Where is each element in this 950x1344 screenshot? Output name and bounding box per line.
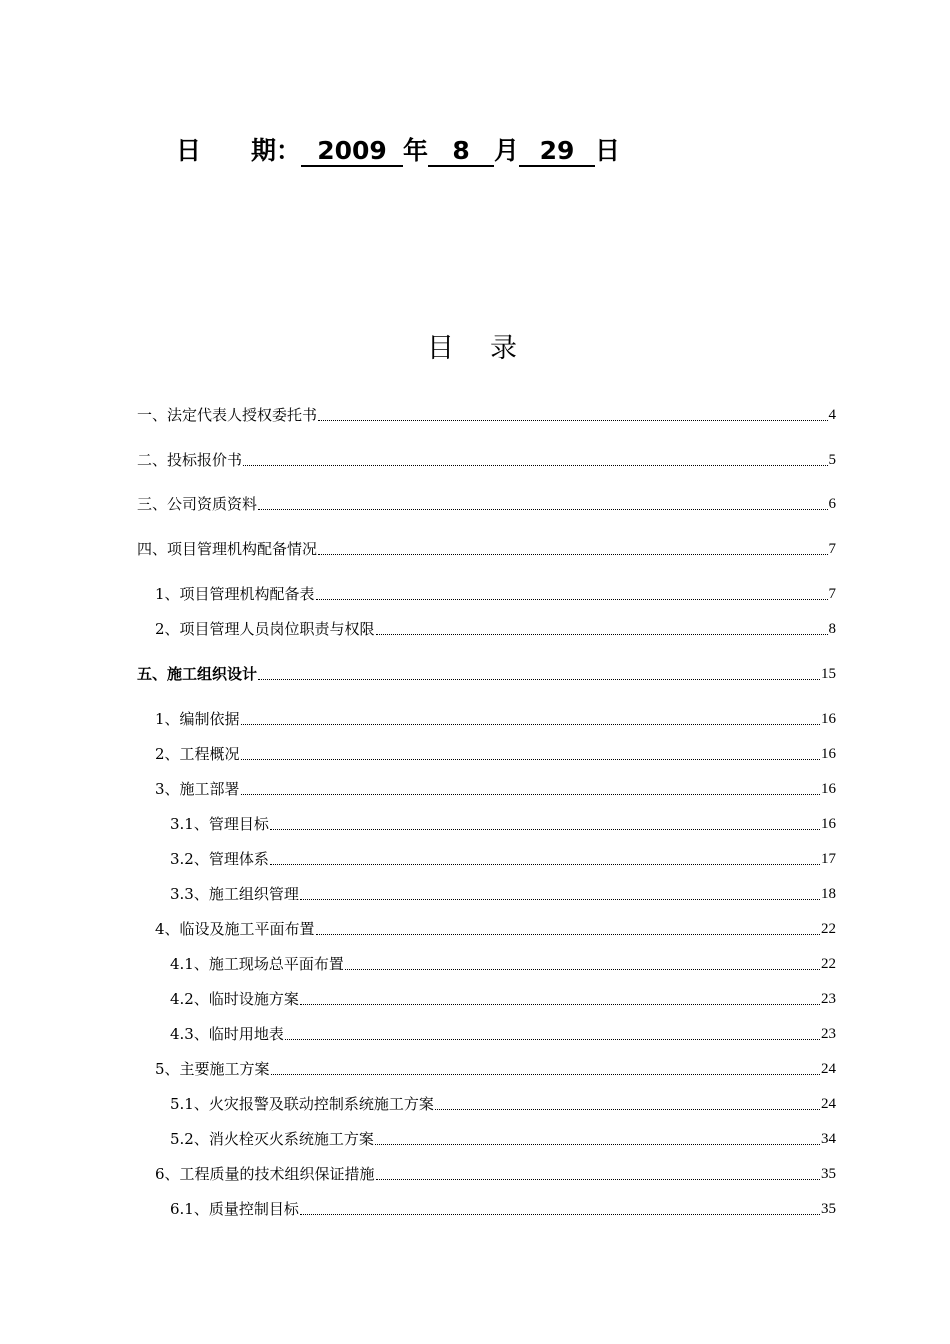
toc-entry-10[interactable] [155,777,836,799]
date-day: 29 [519,137,595,167]
leader-dots [270,828,820,830]
toc-entry-3[interactable] [137,492,836,514]
toc-entry-text: 2、项目管理人员岗位职责与权限 [155,620,375,638]
leader-dots [270,863,820,865]
toc-entry-2[interactable] [137,448,836,470]
toc-page-number: 22 [821,956,836,972]
leader-dots [316,933,820,935]
leader-dots [316,598,828,600]
leader-dots [258,508,827,510]
leader-dots [300,1003,820,1005]
toc-page-number: 16 [821,816,836,832]
toc-entry-text: 4.3、临时用地表 [170,1025,284,1043]
toc-entry-text: 四、项目管理机构配备情况 [137,540,318,558]
toc-entry-15[interactable] [170,952,836,974]
toc-entry-21[interactable] [155,1162,836,1184]
leader-dots [345,968,820,970]
toc-page-number: 4 [828,407,836,423]
leader-dots [285,1038,820,1040]
toc-entry-text: 3.3、施工组织管理 [170,885,299,903]
toc-entry-text: 五、施工组织设计 [137,665,258,683]
toc-page-number: 8 [828,621,836,637]
toc-entry-13[interactable] [170,882,836,904]
toc-entry-5[interactable] [155,582,836,604]
toc-entry-18[interactable] [155,1057,836,1079]
toc-entry-text: 5、主要施工方案 [155,1060,270,1078]
toc-entry-4[interactable] [137,537,836,559]
leader-dots [375,1143,820,1145]
toc-entry-text: 4、临设及施工平面布置 [155,920,315,938]
leader-dots [376,633,828,635]
leader-dots [300,898,820,900]
toc-page-number: 35 [821,1201,836,1217]
toc-entry-9[interactable] [155,742,836,764]
toc-entry-text: 4.2、临时设施方案 [170,990,299,1008]
toc-page-number: 23 [821,991,836,1007]
toc-page-number: 16 [821,711,836,727]
toc-entry-14[interactable] [155,917,836,939]
toc-page-number: 7 [828,586,836,602]
toc-entry-1[interactable] [137,403,836,425]
toc-page-number: 16 [821,746,836,762]
toc-entry-text: 1、项目管理机构配备表 [155,585,315,603]
toc-page-number: 15 [821,666,836,682]
date-year: 2009 [301,137,403,167]
date-month-unit: 月 [494,136,520,165]
date-year-unit: 年 [403,136,429,165]
leader-dots [241,723,820,725]
leader-dots [318,419,827,421]
toc-entry-text: 3.1、管理目标 [170,815,269,833]
toc-page-number: 6 [828,496,836,512]
toc-entry-text: 2、工程概况 [155,745,240,763]
toc-entry-20[interactable] [170,1127,836,1149]
toc-page-number: 16 [821,781,836,797]
toc-entry-text: 一、法定代表人授权委托书 [137,406,318,424]
toc-entry-17[interactable] [170,1022,836,1044]
date-month: 8 [428,137,494,167]
toc-page-number: 5 [828,452,836,468]
toc-page-number: 24 [821,1061,836,1077]
toc-entry-text: 3.2、管理体系 [170,850,269,868]
toc-entry-text: 二、投标报价书 [137,451,243,469]
toc-entry-16[interactable] [170,987,836,1009]
toc-title: 目录 [427,333,553,364]
toc-entry-6[interactable] [155,617,836,639]
toc-page-number: 23 [821,1026,836,1042]
leader-dots [243,464,827,466]
toc-page-number: 17 [821,851,836,867]
leader-dots [258,678,820,680]
toc-entry-text: 6.1、质量控制目标 [170,1200,299,1218]
toc-entry-8[interactable] [155,707,836,729]
toc-entry-19[interactable] [170,1092,836,1114]
leader-dots [435,1108,820,1110]
toc-entry-text: 5.2、消火栓灭火系统施工方案 [170,1130,374,1148]
toc-entry-text: 6、工程质量的技术组织保证措施 [155,1165,375,1183]
toc-entry-7[interactable] [137,662,836,684]
leader-dots [241,758,820,760]
leader-dots [241,793,820,795]
toc-entry-22[interactable] [170,1197,836,1219]
toc-entry-11[interactable] [170,812,836,834]
toc-entry-text: 5.1、火灾报警及联动控制系统施工方案 [170,1095,434,1113]
toc-page-number: 22 [821,921,836,937]
toc-page-number: 7 [828,541,836,557]
leader-dots [300,1213,820,1215]
toc-page-number: 34 [821,1131,836,1147]
toc-entry-text: 3、施工部署 [155,780,240,798]
date-label: 日 期： [176,136,302,165]
toc-entry-text: 4.1、施工现场总平面布置 [170,955,344,973]
toc-page-number: 35 [821,1166,836,1182]
toc-entry-text: 三、公司资质资料 [137,495,258,513]
leader-dots [271,1073,820,1075]
toc-page-number: 18 [821,886,836,902]
date-day-unit: 日 [595,136,621,165]
leader-dots [376,1178,820,1180]
toc-entry-text: 1、编制依据 [155,710,240,728]
leader-dots [318,553,827,555]
toc-entry-12[interactable] [170,847,836,869]
toc-page-number: 24 [821,1096,836,1112]
